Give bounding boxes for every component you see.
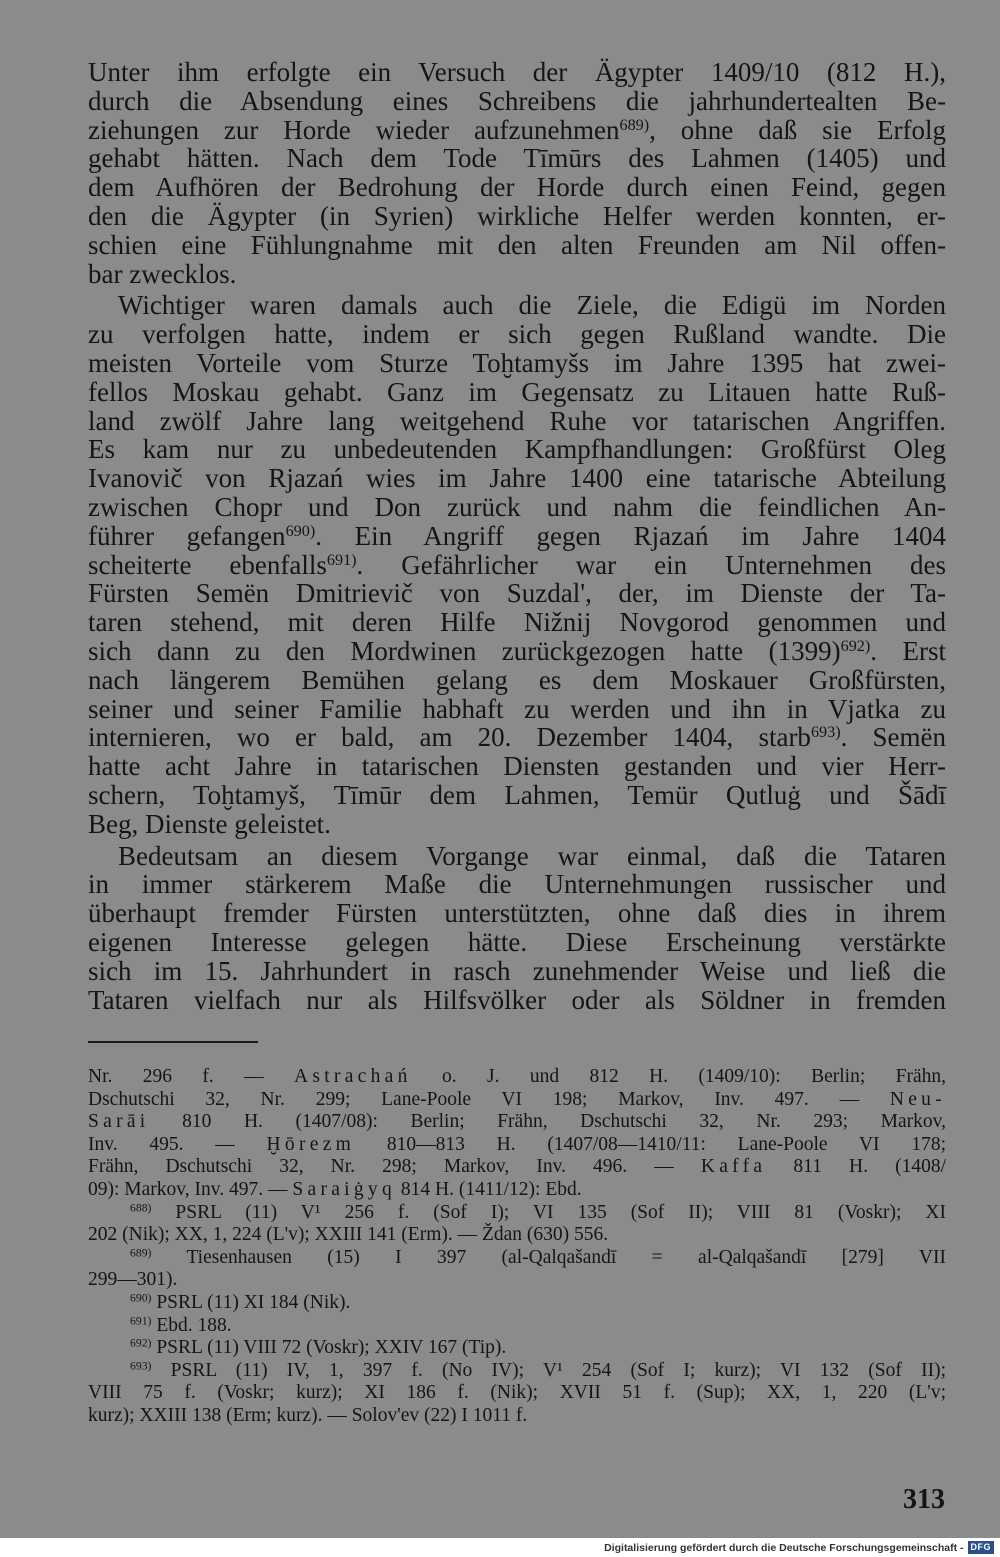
paragraph bbox=[88, 58, 946, 288]
footer-credit: Digitalisierung gefördert durch die Deutsche Forschungsgemeinschaft - bbox=[604, 1541, 964, 1554]
text-line bbox=[88, 1066, 946, 1089]
text-line bbox=[88, 608, 946, 637]
text-line bbox=[88, 1360, 946, 1383]
text-line bbox=[88, 407, 946, 436]
text-line bbox=[88, 378, 946, 407]
text-run: internieren, wo er bald, am 20. Dezember 1404, starb bbox=[88, 722, 811, 753]
text-run: dem Aufhören der Bedrohung der Horde durch einen Feind, gegen bbox=[88, 172, 946, 203]
page-number: 313 bbox=[903, 1484, 945, 1515]
text-run: land zwölf Jahre lang weitgehend Ruhe vor tatarischen Angriffen. bbox=[88, 405, 946, 436]
text-run: schien eine Fühlungnahme mit den alten Freunden am Nil offen- bbox=[88, 229, 946, 260]
text-line bbox=[88, 870, 946, 899]
footnote bbox=[88, 1337, 946, 1360]
text-run: Es kam nur zu unbedeutenden Kampfhandlungen: Großfürst Oleg bbox=[88, 434, 946, 465]
text-run: Wichtiger waren damals auch die Ziele, die Edigü im Norden bbox=[118, 290, 946, 321]
text-line bbox=[88, 928, 946, 957]
text-line bbox=[88, 1337, 946, 1360]
text-line bbox=[88, 1292, 946, 1315]
footnote-separator-rule bbox=[88, 1041, 258, 1043]
spaced-place-name: Neu- bbox=[889, 1088, 946, 1110]
footnote-marker: 689) bbox=[130, 1246, 152, 1260]
text-run: 814 H. (1411/12): Ebd. bbox=[396, 1178, 582, 1200]
text-run: meisten Vorteile vom Sturze Toḫtamyšs im Jahre 1395 hat zwei- bbox=[88, 347, 946, 378]
text-run: . Semën bbox=[840, 722, 946, 753]
text-run: ziehungen zur Horde wieder aufzunehmen bbox=[88, 114, 620, 145]
text-line bbox=[88, 493, 946, 522]
text-run: bar zwecklos. bbox=[88, 258, 237, 289]
footnote-marker: 691) bbox=[130, 1314, 152, 1328]
spaced-place-name: Ḫōrezm bbox=[266, 1133, 356, 1155]
text-run: taren stehend, mit deren Hilfe Nižnij Novgorod genommen und bbox=[88, 607, 946, 638]
text-run: PSRL (11) IV, 1, 397 f. (No IV); V¹ 254 (Sof I; kurz); VI 132 (Sof II); bbox=[151, 1359, 946, 1381]
text-run: 810—813 H. (1407/08—1410/11: Lane-Poole VI 178; bbox=[355, 1133, 946, 1155]
text-run: zwischen Chopr und Don zurück und nahm die feindlichen An- bbox=[88, 491, 946, 522]
digitization-footer bbox=[0, 1538, 1000, 1557]
text-line bbox=[88, 1382, 946, 1405]
text-line bbox=[88, 1202, 946, 1225]
dfg-logo: DFG bbox=[968, 1541, 995, 1554]
text-run: 811 H. (1408/ bbox=[766, 1156, 946, 1178]
text-line bbox=[88, 1111, 946, 1134]
text-run: nach längerem Bemühen gelang es dem Moskauer Großfürsten, bbox=[88, 664, 946, 695]
footnote-marker: 692) bbox=[130, 1336, 152, 1350]
text-run: den die Ägypter (in Syrien) wirkliche Helfer werden konnten, er- bbox=[88, 200, 946, 231]
text-line bbox=[88, 551, 946, 580]
text-run: hatte acht Jahre in tatarischen Diensten gestanden und vier Herr- bbox=[88, 751, 946, 782]
text-run: . Ein Angriff gegen Rjazań im Jahre 1404 bbox=[315, 520, 946, 551]
paragraph bbox=[88, 291, 946, 838]
text-run: Ebd. 188. bbox=[151, 1314, 232, 1336]
text-run: Dschutschi 32, Nr. 299; Lane-Poole VI 198; Markov, Inv. 497. — bbox=[88, 1088, 890, 1110]
text-run: überhaupt fremder Fürsten unterstützten, ohne daß dies in ihrem bbox=[88, 898, 946, 929]
text-line bbox=[88, 1224, 946, 1247]
text-run: . Erst bbox=[870, 635, 946, 666]
paragraph bbox=[88, 842, 946, 1015]
text-line bbox=[88, 723, 946, 752]
footnote bbox=[88, 1315, 946, 1338]
text-line bbox=[88, 202, 946, 231]
text-run: führer gefangen bbox=[88, 520, 286, 551]
text-run: VIII 75 f. (Voskr; kurz); XI 186 f. (Nik); XVII 51 f. (Sup); XX, 1, 220 (L'v; bbox=[88, 1382, 946, 1404]
text-line bbox=[88, 1315, 946, 1338]
text-line bbox=[88, 522, 946, 551]
text-line bbox=[88, 58, 946, 87]
text-line bbox=[88, 435, 946, 464]
footnote bbox=[88, 1292, 946, 1315]
text-run: Bedeutsam an diesem Vorgange war einmal, daß die Tataren bbox=[118, 840, 946, 871]
text-run: Beg, Dienste geleistet. bbox=[88, 808, 331, 839]
text-line bbox=[88, 1405, 946, 1428]
text-line bbox=[88, 752, 946, 781]
footnote-marker: 688) bbox=[130, 1201, 152, 1215]
spaced-place-name: Saraiġyq bbox=[292, 1178, 397, 1200]
spaced-place-name: Astrachań bbox=[293, 1066, 412, 1087]
footnote-marker: 692) bbox=[840, 637, 871, 656]
text-line bbox=[88, 87, 946, 116]
text-line bbox=[88, 1179, 946, 1202]
text-line bbox=[88, 1247, 946, 1270]
text-line bbox=[88, 1089, 946, 1112]
text-run: sich dann zu den Mordwinen zurückgezogen hatte (1399) bbox=[88, 635, 841, 666]
footnote-marker: 691) bbox=[326, 550, 357, 569]
text-run: fellos Moskau gehabt. Ganz im Gegensatz zu Litauen hatte Ruß- bbox=[88, 376, 946, 407]
text-run: 299—301). bbox=[88, 1269, 178, 1291]
footnote bbox=[88, 1066, 946, 1202]
text-line bbox=[88, 637, 946, 666]
text-line bbox=[88, 1269, 946, 1292]
footnotes bbox=[88, 1066, 946, 1428]
footnote bbox=[88, 1360, 946, 1428]
text-run: Nr. 296 f. — bbox=[88, 1066, 294, 1087]
text-run: . Gefährlicher war ein Unternehmen des bbox=[356, 549, 946, 580]
footnote-marker: 690) bbox=[130, 1291, 152, 1305]
text-run: durch die Absendung eines Schreibens die jahrhundertealten Be- bbox=[88, 85, 946, 116]
footnote bbox=[88, 1247, 946, 1292]
text-line bbox=[88, 842, 946, 871]
spaced-place-name: Sarāi bbox=[88, 1111, 150, 1133]
footnote-marker: 689) bbox=[619, 115, 650, 134]
footnote-marker: 690) bbox=[285, 521, 316, 540]
text-line bbox=[88, 957, 946, 986]
text-run: PSRL (11) V¹ 256 f. (Sof I); VI 135 (Sof II); VIII 81 (Voskr); XI bbox=[151, 1201, 946, 1223]
text-run: PSRL (11) VIII 72 (Voskr); XXIV 167 (Tip). bbox=[151, 1337, 507, 1359]
text-line bbox=[88, 695, 946, 724]
text-run: eigenen Interesse gelegen hätte. Diese Erscheinung verstärkte bbox=[88, 926, 946, 957]
text-run: seiner und seiner Familie habhaft zu werden und ihn in Vjatka zu bbox=[88, 693, 946, 724]
text-run: sich im 15. Jahrhundert in rasch zunehmender Weise und ließ die bbox=[88, 955, 946, 986]
text-run: Fürsten Semën Dmitrievič von Suzdal', der, im Dienste der Ta- bbox=[88, 578, 946, 609]
text-line bbox=[88, 1156, 946, 1179]
text-run: scheiterte ebenfalls bbox=[88, 549, 327, 580]
text-line bbox=[88, 986, 946, 1015]
text-line bbox=[88, 579, 946, 608]
text-line bbox=[88, 231, 946, 260]
text-run: Inv. 495. — bbox=[88, 1133, 267, 1155]
text-run: 810 H. (1407/08): Berlin; Frähn, Dschutschi 32, Nr. 293; Markov, bbox=[149, 1111, 946, 1133]
footnote-marker: 693) bbox=[130, 1359, 152, 1373]
text-line bbox=[88, 810, 946, 839]
text-line bbox=[88, 899, 946, 928]
text-run: in immer stärkerem Maße die Unternehmungen russischer und bbox=[88, 869, 946, 900]
text-line bbox=[88, 1134, 946, 1157]
text-line bbox=[88, 464, 946, 493]
footnote-marker: 693) bbox=[810, 723, 841, 742]
text-line bbox=[88, 260, 946, 289]
text-run: , ohne daß sie Erfolg bbox=[649, 114, 946, 145]
text-run: Tiesenhausen (15) I 397 (al-Qalqašandī = al-Qalqašandī [279] VII bbox=[151, 1246, 946, 1268]
text-run: 09): Markov, Inv. 497. — bbox=[88, 1178, 293, 1200]
text-line bbox=[88, 349, 946, 378]
text-run: PSRL (11) XI 184 (Nik). bbox=[151, 1291, 351, 1313]
text-run: Unter ihm erfolgte ein Versuch der Ägypter 1409/10 (812 H.), bbox=[88, 57, 946, 87]
text-run: Ivanovič von Rjazań wies im Jahre 1400 eine tatarische Abteilung bbox=[88, 463, 946, 494]
text-run: zu verfolgen hatte, indem er sich gegen Rußland wandte. Die bbox=[88, 319, 946, 350]
text-line bbox=[88, 144, 946, 173]
text-line bbox=[88, 666, 946, 695]
text-run: 202 (Nik); XX, 1, 224 (L'v); XXIII 141 (Erm). — Ždan (630) 556. bbox=[88, 1224, 609, 1246]
text-line bbox=[88, 320, 946, 349]
text-line bbox=[88, 116, 946, 145]
text-line bbox=[88, 173, 946, 202]
text-run: Frähn, Dschutschi 32, Nr. 298; Markov, Inv. 496. — bbox=[88, 1156, 701, 1178]
text-line bbox=[88, 781, 946, 810]
main-text bbox=[88, 58, 946, 1014]
text-run: o. J. und 812 H. (1409/10): Berlin; Frähn, bbox=[411, 1066, 946, 1087]
text-run: Tataren vielfach nur als Hilfsvölker oder als Söldner in fremden bbox=[88, 984, 946, 1015]
text-run: gehabt hätten. Nach dem Tode Tīmūrs des Lahmen (1405) und bbox=[88, 143, 946, 174]
spaced-place-name: Kaffa bbox=[700, 1156, 767, 1178]
footnote bbox=[88, 1202, 946, 1247]
text-run: schern, Toḫtamyš, Tīmūr dem Lahmen, Temür Qutluġ und Šādī bbox=[88, 779, 946, 810]
text-line bbox=[88, 291, 946, 320]
text-run: kurz); XXIII 138 (Erm; kurz). — Solov'ev (22) I 1011 f. bbox=[88, 1404, 528, 1426]
